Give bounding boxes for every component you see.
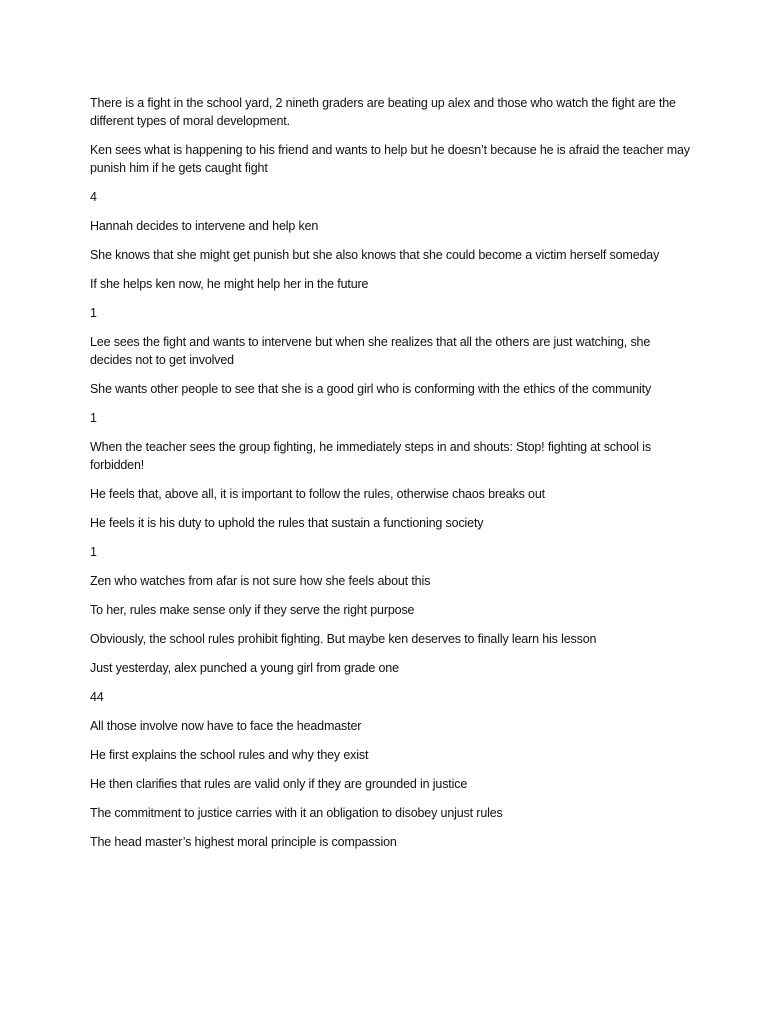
paragraph: 1 — [90, 411, 97, 425]
paragraph: He feels that, above all, it is important to follow the rules, otherwise chaos breaks out — [90, 487, 545, 501]
paragraph: She wants other people to see that she is a good girl who is conforming with the ethics of the community — [90, 382, 652, 396]
paragraph: 1 — [90, 306, 97, 320]
paragraph: 1 — [90, 545, 97, 559]
paragraph: He feels it is his duty to uphold the rules that sustain a functioning society — [90, 516, 484, 530]
paragraph: 44 — [90, 690, 104, 704]
paragraph: Obviously, the school rules prohibit fighting. But maybe ken deserves to finally learn his lesson — [90, 632, 597, 646]
paragraph: When the teacher sees the group fighting, he immediately steps in and shouts: Stop! fighting at school is forbidden! — [90, 440, 651, 472]
paragraph: To her, rules make sense only if they serve the right purpose — [90, 603, 415, 617]
paragraph: Ken sees what is happening to his friend and wants to help but he doesn’t because he is afraid the teacher may punish him if he gets caught fight — [90, 143, 690, 175]
paragraph: She knows that she might get punish but she also knows that she could become a victim herself someday — [90, 248, 660, 262]
paragraph: 4 — [90, 190, 97, 204]
document-body — [90, 94, 690, 862]
paragraph: Zen who watches from afar is not sure how she feels about this — [90, 574, 431, 588]
paragraph: He then clarifies that rules are valid only if they are grounded in justice — [90, 777, 468, 791]
paragraph: If she helps ken now, he might help her in the future — [90, 277, 369, 291]
paragraph: He first explains the school rules and why they exist — [90, 748, 369, 762]
paragraph: Hannah decides to intervene and help ken — [90, 219, 319, 233]
paragraph: Just yesterday, alex punched a young girl from grade one — [90, 661, 399, 675]
paragraph: Lee sees the fight and wants to intervene but when she realizes that all the others are just watching, she decides not to get involved — [90, 335, 651, 367]
paragraph: There is a fight in the school yard, 2 nineth graders are beating up alex and those who watch the fight are the different types of moral development. — [90, 96, 676, 128]
paragraph: The head master’s highest moral principle is compassion — [90, 835, 397, 849]
paragraph: The commitment to justice carries with it an obligation to disobey unjust rules — [90, 806, 503, 820]
paragraph: All those involve now have to face the headmaster — [90, 719, 362, 733]
